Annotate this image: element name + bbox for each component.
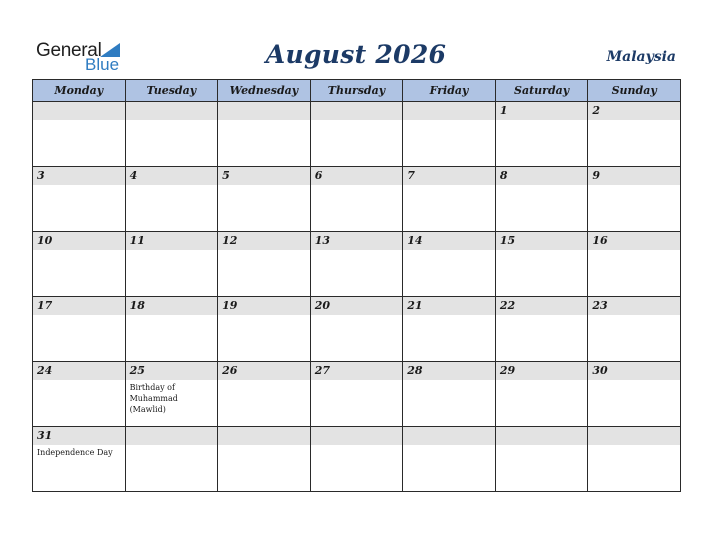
day-cell xyxy=(495,362,588,427)
day-cell xyxy=(495,427,588,492)
day-cell xyxy=(495,167,588,232)
day-number: 22 xyxy=(496,297,588,315)
weekday-header: Tuesday xyxy=(125,80,218,102)
day-cell xyxy=(33,232,126,297)
day-number: 25 xyxy=(126,362,218,380)
day-number: 8 xyxy=(496,167,588,185)
week-row xyxy=(33,167,681,232)
day-cell xyxy=(403,297,496,362)
day-number: 7 xyxy=(403,167,495,185)
day-number: 23 xyxy=(588,297,680,315)
day-cell xyxy=(310,297,403,362)
day-number: 6 xyxy=(311,167,403,185)
day-cell xyxy=(495,102,588,167)
day-cell xyxy=(403,167,496,232)
day-cell xyxy=(495,297,588,362)
day-cell xyxy=(310,362,403,427)
day-number: 10 xyxy=(33,232,125,250)
day-number xyxy=(403,427,495,445)
day-cell xyxy=(218,232,311,297)
week-row xyxy=(33,427,681,492)
day-cell xyxy=(125,297,218,362)
week-row xyxy=(33,362,681,427)
week-row xyxy=(33,297,681,362)
day-cell xyxy=(403,362,496,427)
day-number: 29 xyxy=(496,362,588,380)
day-cell xyxy=(218,297,311,362)
weekday-header-row xyxy=(33,80,681,102)
day-number xyxy=(218,427,310,445)
day-cell xyxy=(125,102,218,167)
day-number: 27 xyxy=(311,362,403,380)
week-row xyxy=(33,102,681,167)
day-number: 4 xyxy=(126,167,218,185)
day-number: 15 xyxy=(496,232,588,250)
page-title: August 2026 xyxy=(265,40,447,69)
day-cell xyxy=(218,167,311,232)
day-cell xyxy=(588,102,681,167)
brand-name-general: General xyxy=(36,40,102,61)
day-cell xyxy=(310,102,403,167)
day-number: 20 xyxy=(311,297,403,315)
day-number xyxy=(403,102,495,120)
day-number xyxy=(126,102,218,120)
day-cell xyxy=(218,102,311,167)
day-cell xyxy=(310,232,403,297)
day-cell xyxy=(218,362,311,427)
day-number: 1 xyxy=(496,102,588,120)
day-cell xyxy=(403,232,496,297)
day-number: 9 xyxy=(588,167,680,185)
weekday-header: Monday xyxy=(33,80,126,102)
day-number xyxy=(33,102,125,120)
holiday-event: Independence Day xyxy=(37,448,113,457)
day-number: 11 xyxy=(126,232,218,250)
day-number xyxy=(126,427,218,445)
day-cell xyxy=(588,167,681,232)
day-cell xyxy=(33,362,126,427)
day-cell xyxy=(495,232,588,297)
day-cell xyxy=(403,427,496,492)
day-number xyxy=(311,427,403,445)
holiday-event: Birthday of Muhammad (Mawlid) xyxy=(129,383,178,414)
day-cell xyxy=(125,167,218,232)
day-number: 30 xyxy=(588,362,680,380)
day-number: 5 xyxy=(218,167,310,185)
day-number: 21 xyxy=(403,297,495,315)
weekday-header: Sunday xyxy=(588,80,681,102)
day-number: 2 xyxy=(588,102,680,120)
weekday-header: Saturday xyxy=(495,80,588,102)
day-cell xyxy=(403,102,496,167)
day-cell xyxy=(33,297,126,362)
day-cell xyxy=(588,297,681,362)
day-number: 16 xyxy=(588,232,680,250)
day-number: 31 xyxy=(33,427,125,445)
day-cell xyxy=(33,427,126,492)
calendar-grid xyxy=(32,79,681,492)
day-number: 17 xyxy=(33,297,125,315)
day-number: 18 xyxy=(126,297,218,315)
week-row xyxy=(33,232,681,297)
day-number: 28 xyxy=(403,362,495,380)
day-cell xyxy=(218,427,311,492)
day-number xyxy=(311,102,403,120)
day-number: 13 xyxy=(311,232,403,250)
day-number: 26 xyxy=(218,362,310,380)
day-number: 12 xyxy=(218,232,310,250)
day-cell xyxy=(125,232,218,297)
weekday-header: Thursday xyxy=(310,80,403,102)
weekday-header: Friday xyxy=(403,80,496,102)
day-cell xyxy=(33,102,126,167)
day-cell xyxy=(588,362,681,427)
day-number: 14 xyxy=(403,232,495,250)
day-cell xyxy=(588,427,681,492)
day-cell xyxy=(125,427,218,492)
day-number xyxy=(218,102,310,120)
day-cell xyxy=(588,232,681,297)
day-cell xyxy=(125,362,218,427)
day-cell xyxy=(310,167,403,232)
brand-name-blue: Blue xyxy=(85,55,120,74)
day-number: 19 xyxy=(218,297,310,315)
day-cell xyxy=(310,427,403,492)
country-label: Malaysia xyxy=(606,49,676,65)
day-cell xyxy=(33,167,126,232)
weekday-header: Wednesday xyxy=(218,80,311,102)
day-number xyxy=(588,427,680,445)
day-number: 24 xyxy=(33,362,125,380)
day-number: 3 xyxy=(33,167,125,185)
day-number xyxy=(496,427,588,445)
